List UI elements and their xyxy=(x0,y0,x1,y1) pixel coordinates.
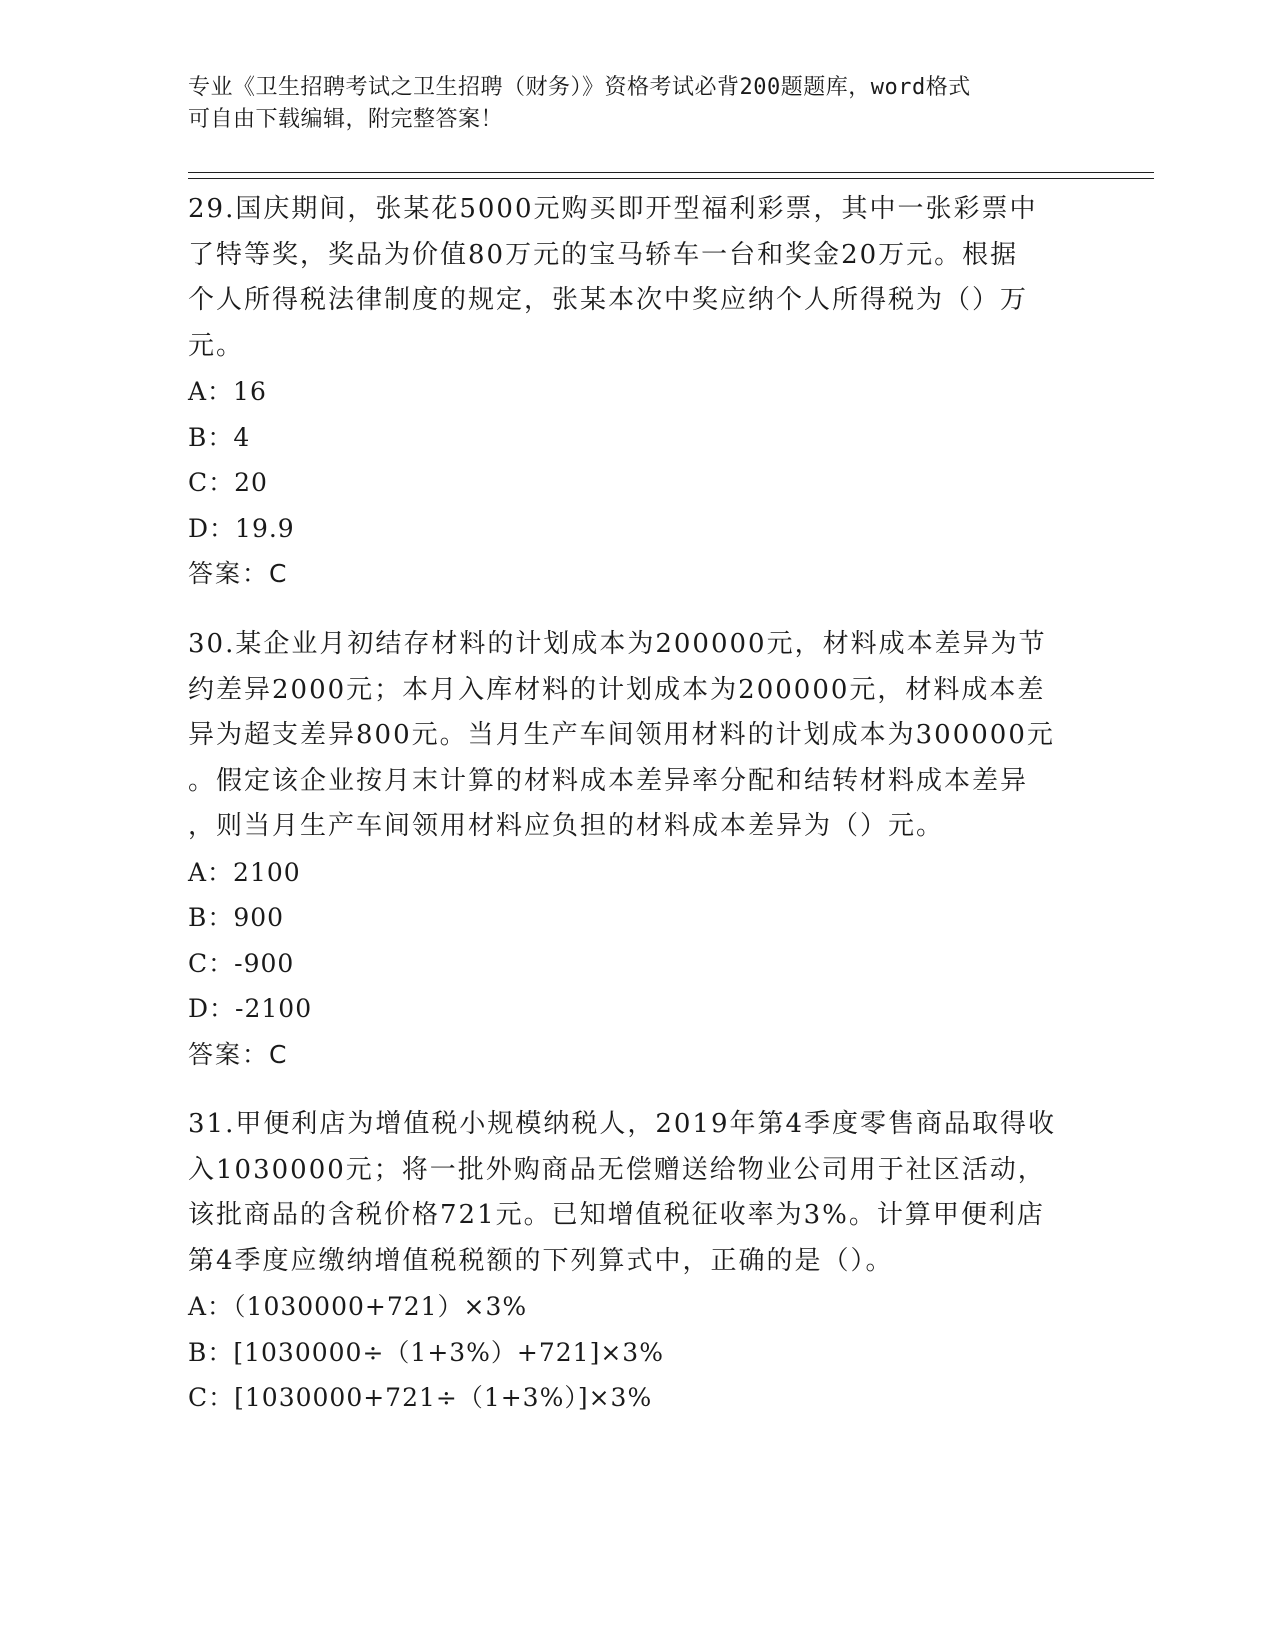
question-text-line: 元。 xyxy=(188,330,245,361)
question-text-line: 。假定该企业按月末计算的材料成本差异率分配和结转材料成本差异 xyxy=(188,765,1029,796)
option-c: C：-900 xyxy=(188,948,295,978)
question-text-line: ，则当月生产车间领用材料应负担的材料成本差异为（）元。 xyxy=(188,811,945,841)
question-text-line: 异为超支差异800元。当月生产车间领用材料的计划成本为300000元 xyxy=(188,720,1055,750)
question-text-line: 第4季度应缴纳增值税税额的下列算式中，正确的是（）。 xyxy=(188,1245,894,1276)
header-divider-top xyxy=(188,172,1154,173)
option-b: B：4 xyxy=(188,422,251,452)
question-text-line: 约差异2000元；本月入库材料的计划成本为200000元，材料成本差 xyxy=(188,674,1046,705)
option-b: B：[1030000÷（1+3%）+721]×3% xyxy=(188,1337,664,1367)
header-title-line-1: 专业《卫生招聘考试之卫生招聘（财务）》资格考试必背200题题库，word格式 xyxy=(188,75,971,100)
question-block xyxy=(188,622,1088,1077)
option-d: D：-2100 xyxy=(188,994,313,1023)
header-title-line-2: 可自由下载编辑，附完整答案！ xyxy=(188,107,504,132)
question-text-line: 29.国庆期间，张某花5000元购买即开型福利彩票，其中一张彩票中 xyxy=(188,194,1038,224)
header-divider-bottom xyxy=(188,178,1154,179)
option-a: A：16 xyxy=(188,377,267,406)
question-text-line: 31.甲便利店为增值税小规模纳税人，2019年第4季度零售商品取得收 xyxy=(188,1109,1057,1139)
question-block xyxy=(188,1102,1088,1421)
option-a: A：2100 xyxy=(188,857,301,887)
answer-label: 答案：C xyxy=(188,559,289,588)
option-b: B：900 xyxy=(188,903,285,932)
question-block xyxy=(188,187,1088,597)
option-d: D：19.9 xyxy=(188,513,295,543)
question-text-line: 30.某企业月初结存材料的计划成本为200000元，材料成本差异为节 xyxy=(188,629,1047,659)
question-text-line: 了特等奖，奖品为价值80万元的宝马轿车一台和奖金20万元。根据 xyxy=(188,239,1019,270)
question-text-line: 个人所得税法律制度的规定，张某本次中奖应纳个人所得税为（）万 xyxy=(188,285,1029,315)
option-c: C：20 xyxy=(188,468,268,497)
answer-label: 答案：C xyxy=(188,1039,289,1069)
question-text-line: 入1030000元；将一批外购商品无偿赠送给物业公司用于社区活动， xyxy=(188,1154,1046,1185)
question-text-line: 该批商品的含税价格721元。已知增值税征收率为3%。计算甲便利店 xyxy=(188,1200,1045,1230)
option-a: A：（1030000+721）×3% xyxy=(188,1292,528,1321)
option-c: C：[1030000+721÷（1+3%）]×3% xyxy=(188,1383,653,1412)
